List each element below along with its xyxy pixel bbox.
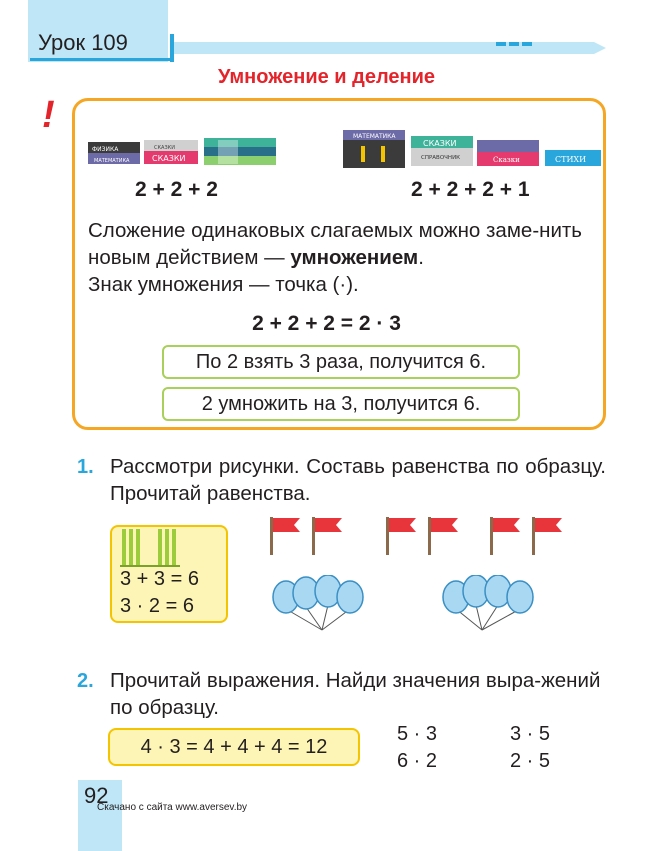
expression: 2 · 5: [510, 750, 551, 772]
example-equation: 2 + 2 + 2 = 2 · 3: [252, 312, 401, 335]
book-icon: [204, 138, 276, 165]
book-title: Сказки: [493, 156, 520, 164]
task-text: Прочитай выражения. Найди значения выра-жений по образцу.: [110, 669, 601, 719]
balloons-image: [270, 575, 590, 635]
book-title: СКАЗКИ: [154, 145, 175, 151]
books-stack-right-image: [343, 126, 603, 170]
source-note: Скачано с сайта www.aversev.by: [97, 802, 248, 813]
expression: 6 · 2: [397, 750, 438, 772]
book-title: МАТЕМАТИКА: [94, 158, 130, 164]
expression: 5 · 3: [397, 723, 438, 745]
book-title: СКАЗКИ: [152, 154, 186, 163]
book-title: СКАЗКИ: [423, 139, 457, 148]
task-number: 2.: [77, 670, 94, 692]
example-box: 4 · 3 = 4 + 4 + 4 = 12: [108, 728, 360, 766]
sticks-image: [120, 529, 184, 569]
lesson-number: Урок 109: [38, 30, 128, 55]
exclamation-icon: !: [42, 94, 55, 136]
book-icon: [144, 140, 198, 164]
flag-pair-icon: [490, 517, 562, 555]
example-line: 3 · 2 = 6: [120, 595, 194, 617]
reading-box: По 2 взять 3 раза, получится 6.: [162, 345, 520, 379]
book-icon: [545, 150, 601, 166]
example-line: 3 + 3 = 6: [120, 568, 199, 590]
flag-pair-icon: [386, 517, 458, 555]
book-title: МАТЕМАТИКА: [353, 133, 396, 140]
expression: 3 · 5: [510, 723, 551, 745]
book-icon: [343, 130, 405, 168]
balloon-bunch-icon: [273, 575, 363, 630]
books-stack-left-image: [88, 136, 278, 170]
rule-text: [88, 217, 598, 298]
balloon-bunch-icon: [443, 575, 533, 630]
flag-pair-icon: [270, 517, 342, 555]
task-text: Рассмотри рисунки. Составь равенства по образцу. Прочитай равенства.: [110, 455, 606, 505]
rule-text-end: .: [418, 246, 424, 269]
book-title: СТИХИ: [555, 155, 587, 164]
header-arrow-icon: [594, 42, 606, 54]
stick-bundle-icon: [122, 529, 140, 565]
header-dots: [496, 33, 536, 37]
book-icon: [477, 140, 539, 166]
book-title: ФИЗИКА: [92, 146, 119, 153]
stick-bundle-icon: [158, 529, 176, 565]
reading-box: 2 умножить на 3, получится 6.: [162, 387, 520, 421]
page-title: Умножение и деление: [217, 66, 436, 88]
page-number: 92: [84, 783, 109, 808]
sum-right: 2 + 2 + 2 + 1: [411, 178, 530, 201]
sum-left: 2 + 2 + 2: [135, 178, 218, 201]
book-title: СПРАВОЧНИК: [421, 155, 461, 161]
task-number: 1.: [77, 456, 94, 478]
lesson-tab-underline: [30, 58, 172, 61]
rule-sign-line: Знак умножения — точка (·).: [88, 273, 359, 296]
book-icon: [411, 136, 473, 166]
flags-image: [268, 515, 578, 557]
book-icon: [88, 142, 140, 164]
rule-text-bold: умножением: [290, 246, 419, 269]
rule-text-start: Сложение одинаковых слагаемых можно заме-нить новым действием —: [88, 219, 582, 269]
